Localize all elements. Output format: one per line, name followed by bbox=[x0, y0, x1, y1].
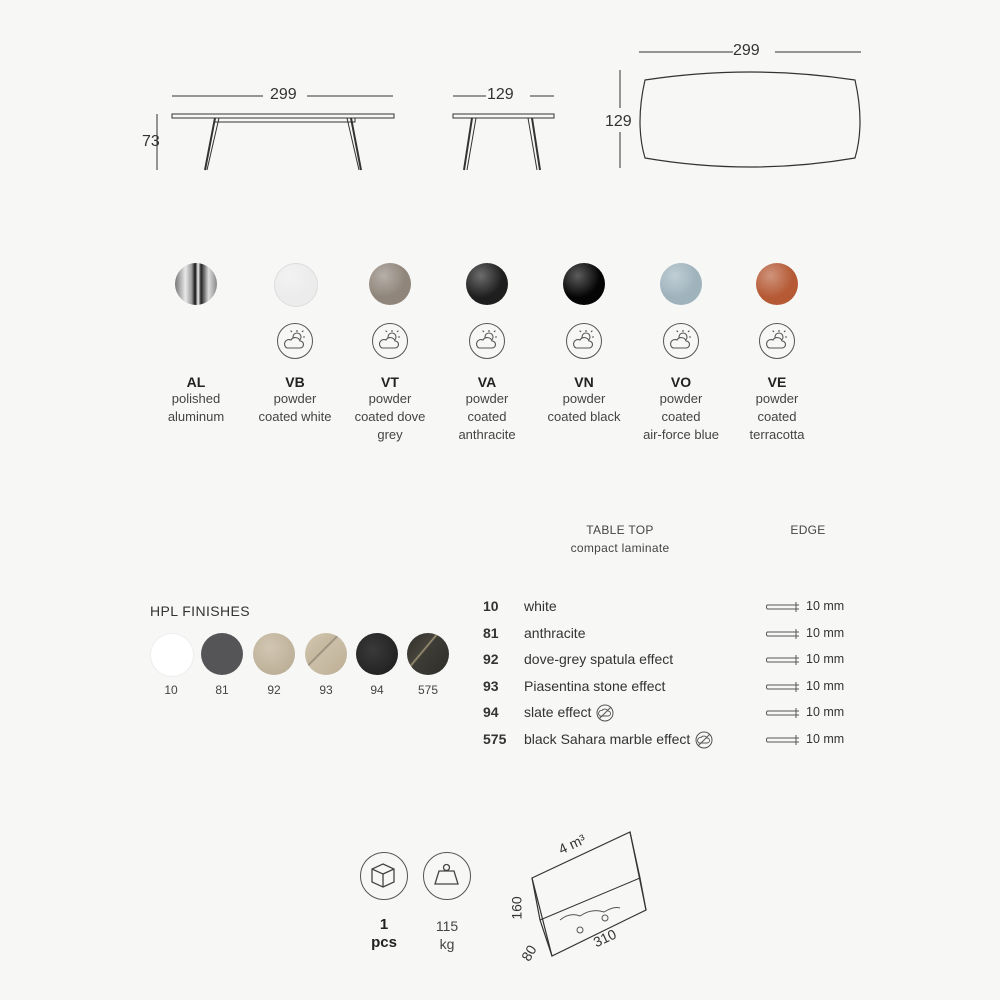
finish-label-vb bbox=[245, 374, 345, 426]
edge-profile-icon bbox=[766, 600, 800, 619]
hpl-swatch-label: 81 bbox=[215, 683, 229, 697]
volume-label: 4 m³ bbox=[555, 830, 589, 858]
finish-label-al bbox=[146, 374, 246, 426]
finish-code: VE bbox=[767, 374, 787, 390]
edge-thickness: 10 mm bbox=[806, 731, 845, 746]
table-top-code: 94 bbox=[483, 704, 499, 720]
edge-thickness: 10 mm bbox=[806, 599, 845, 613]
table-top-header bbox=[540, 523, 700, 555]
finish-code: VB bbox=[285, 374, 305, 390]
table-top-code: 10 bbox=[483, 598, 499, 614]
top-view-drawing bbox=[615, 40, 875, 180]
finish-description: coated bbox=[467, 409, 507, 424]
finish-label-vn bbox=[534, 374, 634, 426]
hpl-swatch-label: 93 bbox=[319, 683, 333, 697]
edge-header: EDGE bbox=[790, 523, 826, 537]
hpl-swatch-label: 575 bbox=[417, 683, 439, 697]
finish-description: powder bbox=[659, 391, 703, 406]
table-top-code: 93 bbox=[483, 677, 499, 694]
weight-icon bbox=[423, 852, 471, 900]
finish-description: grey bbox=[377, 427, 403, 442]
edge-profile-icon bbox=[766, 627, 800, 646]
table-top-name: black Sahara marble effect bbox=[524, 731, 713, 749]
hpl-title: HPL FINISHES bbox=[150, 603, 250, 619]
finish-swatch-al bbox=[175, 263, 217, 305]
finish-swatch-vb bbox=[274, 263, 318, 307]
finish-label-vt bbox=[340, 374, 440, 444]
finish-description: polished bbox=[171, 391, 221, 406]
finish-description: powder bbox=[368, 391, 412, 406]
hpl-swatch-label: 94 bbox=[370, 683, 384, 697]
finish-swatch-ve bbox=[756, 263, 798, 305]
finish-swatch-vn bbox=[563, 263, 605, 305]
finish-swatch-vt bbox=[369, 263, 411, 305]
finish-description: coated black bbox=[547, 409, 621, 424]
table-top-name: dove-grey spatula effect bbox=[524, 651, 674, 667]
box-height-label: 160 bbox=[508, 896, 525, 920]
finish-description: coated bbox=[757, 409, 797, 424]
table-top-name: anthracite bbox=[524, 624, 586, 641]
finish-description: coated bbox=[661, 409, 701, 424]
finish-description: coated dove bbox=[354, 409, 426, 424]
box-icon bbox=[360, 852, 408, 900]
finish-description: coated white bbox=[258, 409, 332, 424]
finish-code: VN bbox=[574, 374, 594, 390]
edge-profile-icon bbox=[766, 653, 800, 672]
finish-description: powder bbox=[755, 391, 799, 406]
finish-description: powder bbox=[273, 391, 317, 406]
table-top-title: TABLE TOP bbox=[586, 523, 654, 537]
finish-label-ve bbox=[727, 374, 827, 444]
weight-unit: kg bbox=[439, 936, 455, 952]
finish-description: powder bbox=[562, 391, 606, 406]
edge-thickness: 10 mm bbox=[806, 652, 845, 666]
hpl-swatch-81 bbox=[201, 633, 243, 675]
table-top-code: 81 bbox=[483, 624, 499, 641]
pieces-unit: pcs bbox=[371, 934, 397, 951]
table-top-name: white bbox=[524, 598, 557, 614]
table-top-subtitle: compact laminate bbox=[570, 541, 670, 555]
sun-cloud-icon bbox=[566, 323, 602, 359]
edge-thickness: 10 mm bbox=[806, 678, 845, 693]
side-width-label: 299 bbox=[270, 86, 297, 103]
finish-label-vo bbox=[631, 374, 731, 444]
edge-thickness: 10 mm bbox=[806, 625, 845, 640]
hpl-swatch-10 bbox=[150, 633, 194, 677]
edge-thickness: 10 mm bbox=[806, 705, 845, 719]
finish-code: VA bbox=[477, 374, 497, 390]
pieces-value: 1 bbox=[379, 916, 389, 933]
height-label: 73 bbox=[142, 133, 160, 150]
no-outdoor-icon bbox=[596, 704, 614, 722]
table-top-code: 575 bbox=[483, 730, 507, 747]
table-top-code: 92 bbox=[483, 651, 499, 667]
edge-profile-icon bbox=[766, 733, 800, 752]
finish-swatch-va bbox=[466, 263, 508, 305]
finish-description: air-force blue bbox=[643, 427, 719, 442]
top-length-label: 299 bbox=[733, 42, 760, 59]
sun-cloud-icon bbox=[759, 323, 795, 359]
hpl-swatch-92 bbox=[253, 633, 295, 675]
hpl-swatch-label: 10 bbox=[164, 683, 178, 697]
finish-label-va bbox=[437, 374, 537, 444]
sun-cloud-icon bbox=[469, 323, 505, 359]
finish-code: VT bbox=[381, 374, 399, 390]
finish-description: aluminum bbox=[167, 409, 225, 424]
finish-description: anthracite bbox=[458, 427, 516, 442]
edge-profile-icon bbox=[766, 706, 800, 725]
table-top-name: slate effect bbox=[524, 704, 614, 722]
hpl-swatch-93 bbox=[305, 633, 347, 675]
edge-profile-icon bbox=[766, 680, 800, 699]
sun-cloud-icon bbox=[663, 323, 699, 359]
hpl-swatch-94 bbox=[356, 633, 398, 675]
no-outdoor-icon bbox=[695, 731, 713, 749]
hpl-swatch-575 bbox=[407, 633, 449, 675]
sun-cloud-icon bbox=[372, 323, 408, 359]
finish-code: VO bbox=[670, 374, 692, 390]
hpl-swatch-label: 92 bbox=[267, 683, 281, 697]
finish-description: powder bbox=[465, 391, 509, 406]
finish-code: AL bbox=[186, 374, 206, 390]
finish-description: terracotta bbox=[749, 427, 805, 442]
box-length-label: 310 bbox=[590, 925, 619, 951]
end-width-label: 129 bbox=[487, 86, 514, 103]
top-depth-label: 129 bbox=[605, 113, 632, 130]
table-top-name: Piasentina stone effect bbox=[524, 677, 666, 694]
finish-swatch-vo bbox=[660, 263, 702, 305]
weight-value: 115 bbox=[435, 918, 459, 934]
box-depth-label: 80 bbox=[517, 942, 540, 964]
sun-cloud-icon bbox=[277, 323, 313, 359]
